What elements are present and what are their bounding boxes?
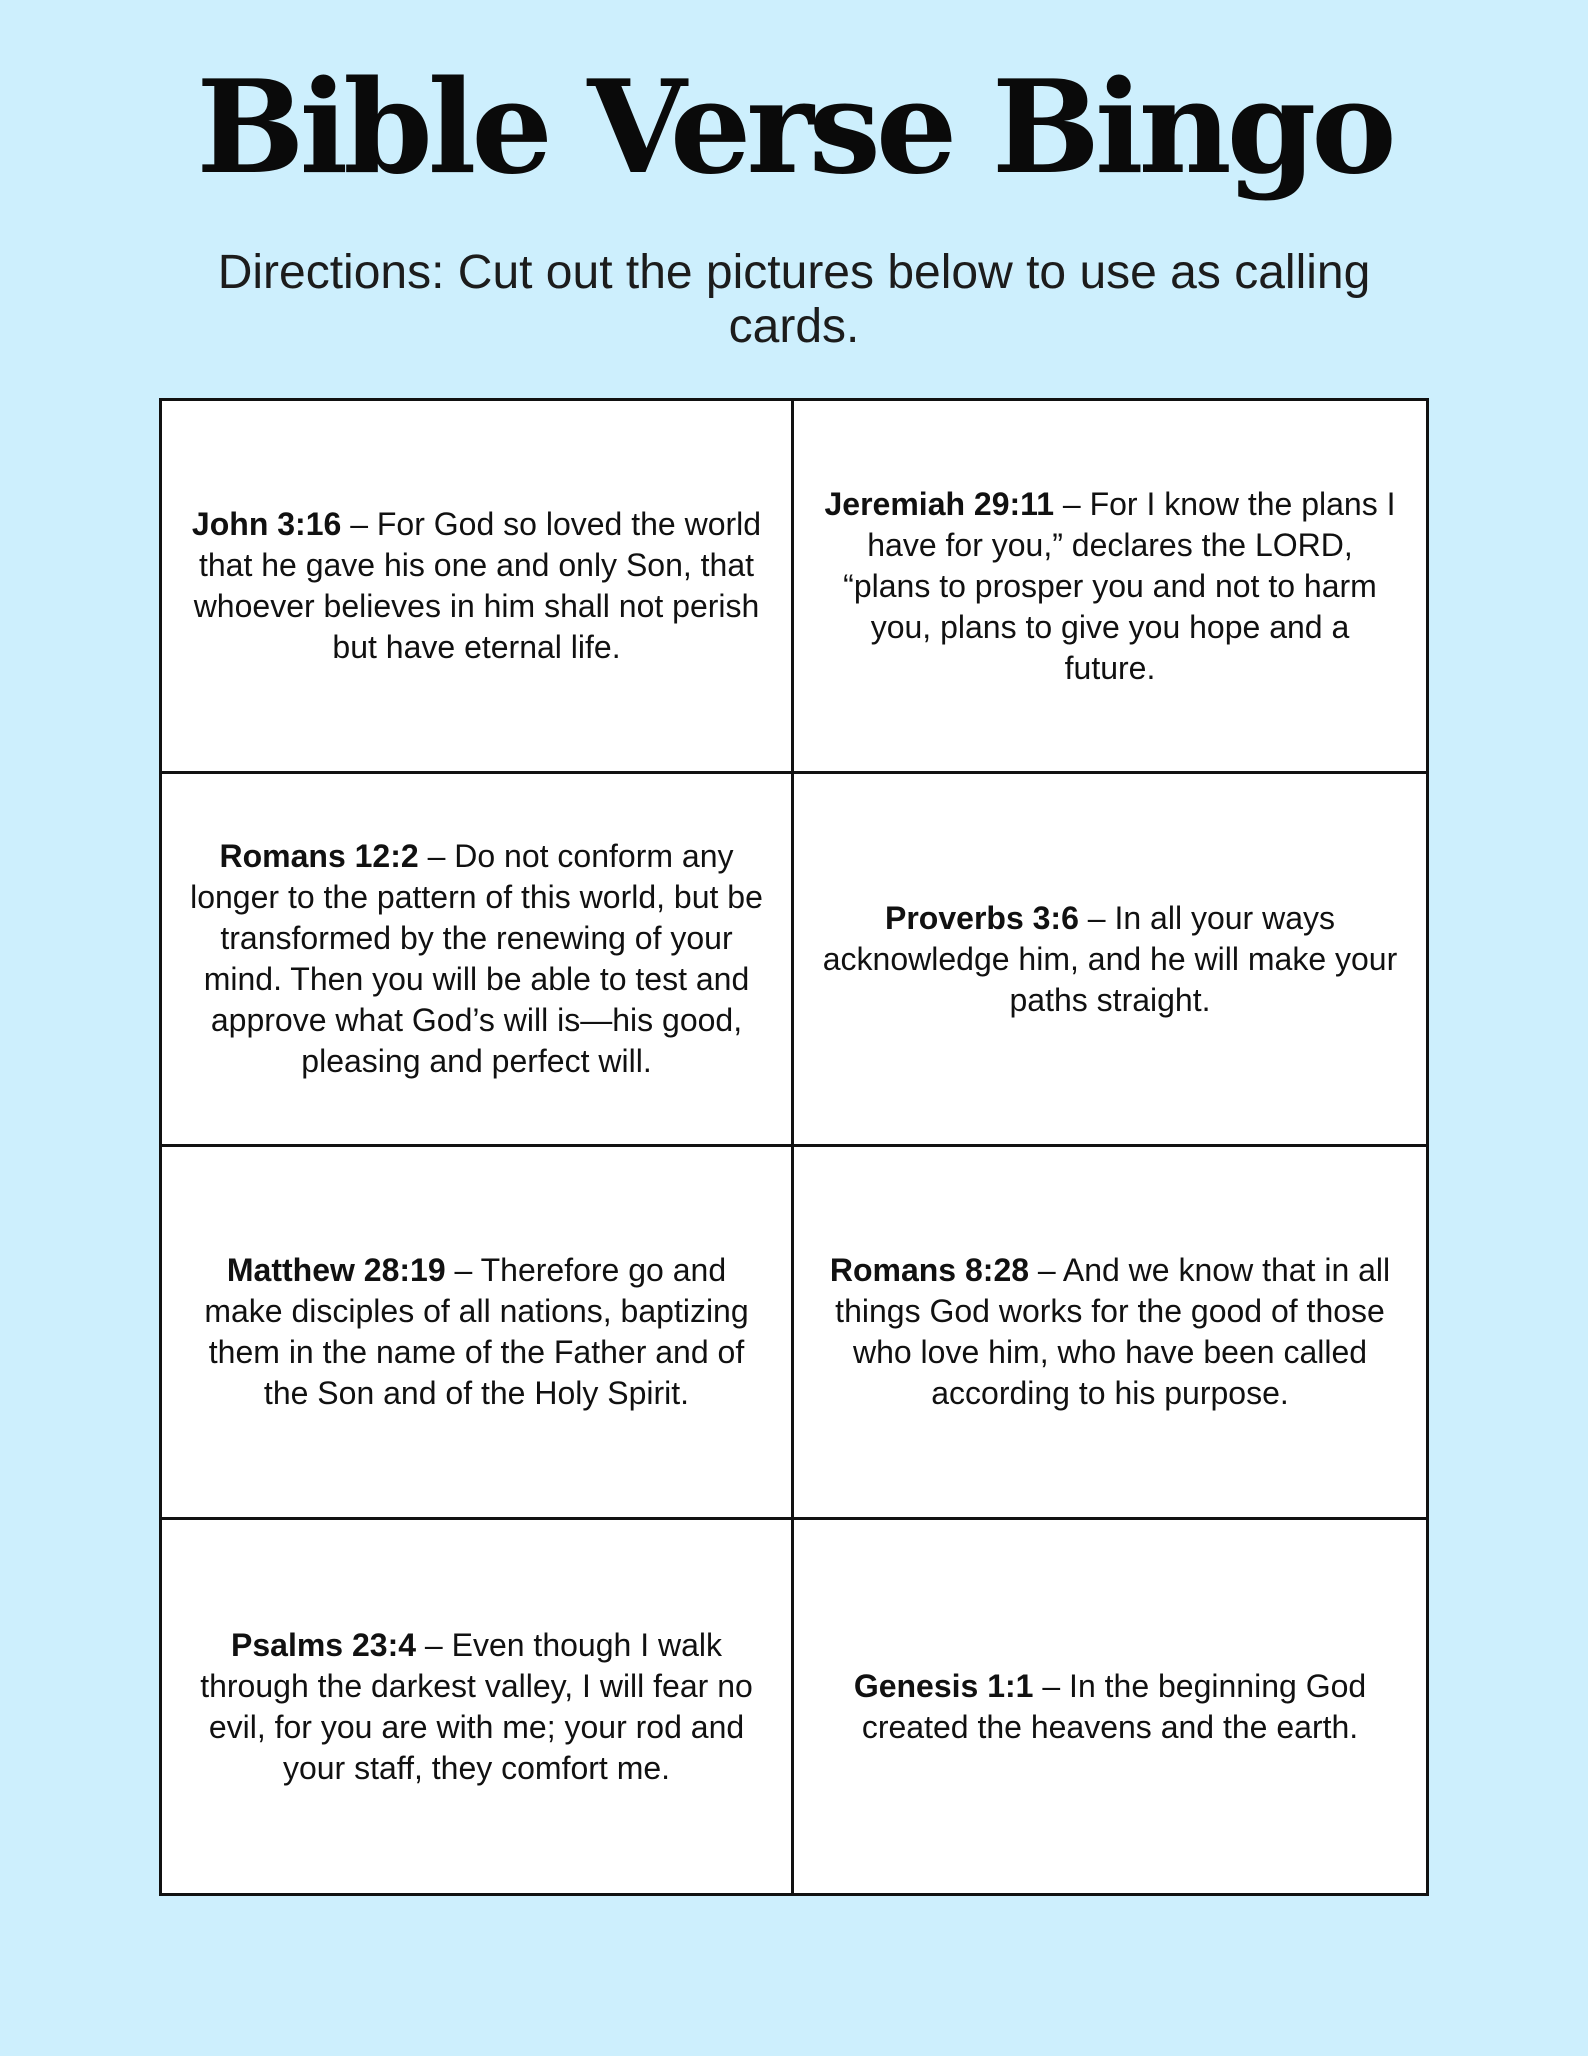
verse-reference: Proverbs 3:6 [885,899,1079,936]
verse-text: Therefore go and make disciples of all nations, baptizing them in the name of the Father and of the Son and of the Holy Spirit. [204,1252,749,1411]
directions-text: Directions: Cut out the pictures below to use as calling cards. [217,246,1371,353]
calling-card-romans-12-2 [162,774,794,1147]
calling-card-proverbs-3-6 [794,774,1426,1147]
dash-separator: – [445,1252,481,1288]
dash-separator: – [1078,899,1115,936]
verse-text: In all your ways acknowledge him, and he will make your paths straight. [822,899,1398,1018]
dash-separator: – [341,506,377,542]
verse-text: In the beginning God created the heavens and the earth. [861,1667,1367,1745]
card-content [190,1250,763,1414]
card-content [190,504,763,668]
verse-text: Do not conform any longer to the pattern of this world, but be transformed by the renewing of your mind. Then you will be able to test and approve what God’s will is—his good, pleasing and perfect will. [190,838,763,1079]
verse-reference: Romans 8:28 [829,1252,1030,1288]
card-content [822,1250,1398,1414]
verse-reference: Jeremiah 29:11 [824,485,1054,522]
dash-separator: – [416,1626,452,1663]
calling-card-jeremiah-29-11 [794,401,1426,774]
verse-text: For I know the plans I have for you,” declares the LORD, “plans to prosper you and not to harm you, plans to give you hope and a future. [843,485,1396,686]
card-content [190,836,763,1082]
verse-reference: Romans 12:2 [219,838,419,874]
card-content [822,484,1398,689]
dash-separator: – [1029,1252,1063,1288]
dash-separator: – [1054,485,1090,522]
calling-cards-grid [159,398,1429,1896]
page-title: Bible Verse Bingo [196,53,1392,203]
dash-separator: – [418,838,455,874]
calling-card-john-3-16 [162,401,794,774]
dash-separator: – [1033,1667,1070,1704]
card-content [822,1666,1398,1748]
card-content [822,898,1398,1021]
calling-card-psalms-23-4 [162,1520,794,1893]
verse-text: And we know that in all things God works for the good of those who love him, who have been called according to his purpose. [835,1252,1391,1411]
card-content [190,1625,763,1789]
calling-card-romans-8-28 [794,1147,1426,1520]
verse-reference: Genesis 1:1 [853,1667,1034,1704]
calling-card-genesis-1-1 [794,1520,1426,1893]
verse-reference: John 3:16 [191,506,342,542]
calling-card-matthew-28-19 [162,1147,794,1520]
verse-text: For God so loved the world that he gave his one and only Son, that whoever believes in him shall not perish but have eternal life. [193,506,762,665]
verse-text: Even though I walk through the darkest valley, I will fear no evil, for you are with me; your rod and your staff, they comfort me. [200,1626,753,1786]
verse-reference: Matthew 28:19 [226,1252,446,1288]
verse-reference: Psalms 23:4 [231,1626,417,1663]
